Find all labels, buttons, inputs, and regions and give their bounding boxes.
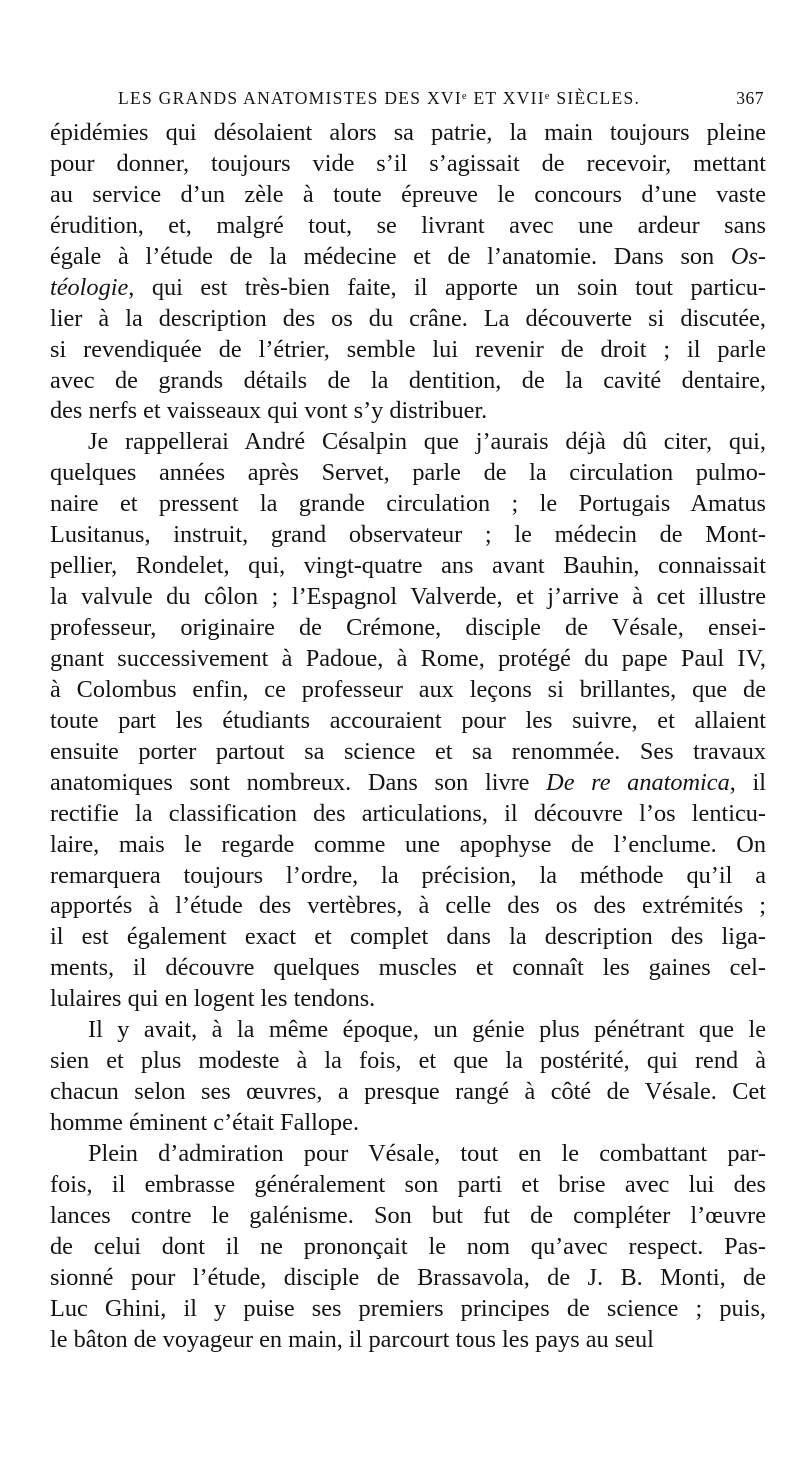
text-line (50, 706, 766, 737)
text-line (50, 891, 766, 922)
text-segment: épidémies qui désolaient alors sa patrie, la main toujours pleine (50, 119, 766, 146)
text-line (50, 489, 766, 520)
text-line (50, 830, 766, 861)
text-segment: Plein d’admiration pour Vésale, tout en le combattant par- (88, 1139, 766, 1167)
text-segment: égale à l’étude de la médecine et de l’anatomie. Dans son (50, 242, 731, 270)
text-line (50, 861, 766, 892)
text-line (50, 1046, 766, 1077)
text-segment: professeur, originaire de Crémone, disciple de Vésale, ensei- (50, 614, 766, 641)
text-segment: quelques années après Servet, parle de la circulation pulmo- (50, 459, 766, 487)
text-segment: si revendiquée de l’étrier, semble lui revenir de droit ; il parle (50, 335, 766, 363)
text-line (50, 396, 766, 427)
text-line (50, 1015, 766, 1046)
text-line (50, 1263, 766, 1294)
text-line (50, 799, 766, 830)
text-segment: , qui est très-bien faite, il apporte un soin tout particu- (128, 273, 766, 301)
text-line (50, 675, 766, 706)
running-title: LES GRANDS ANATOMISTES DES XVIᵉ ET XVIIᵉ SIÈCLES. (118, 88, 641, 108)
text-segment: il est également exact et complet dans la description des liga- (50, 923, 766, 951)
text-line (50, 149, 766, 180)
text-line (50, 768, 766, 799)
text-line (50, 180, 766, 211)
text-segment: de celui dont il ne prononçait le nom qu’avec respect. Pas- (50, 1232, 766, 1260)
text-segment: apportés à l’étude des vertèbres, à celle des os des extrémités ; (50, 892, 766, 920)
text-line (50, 335, 766, 366)
italic-title: téologie (50, 273, 129, 301)
page-number: 367 (736, 88, 764, 108)
italic-title: Os- (730, 242, 766, 270)
text-segment: à Colombus enfin, ce professeur aux leçons si brillantes, que de (50, 675, 766, 703)
text-line (50, 984, 766, 1015)
text-segment: des nerfs et vaisseaux qui vont s’y distribuer. (50, 397, 488, 425)
text-segment: anatomiques sont nombreux. Dans son livre (50, 768, 547, 796)
text-segment: gnant successivement à Padoue, à Rome, protégé du pape Paul IV, (50, 644, 766, 672)
text-line (50, 1170, 766, 1201)
text-line (50, 582, 766, 613)
text-segment: pour donner, toujours vide s’il s’agissait de recevoir, mettant (50, 149, 766, 177)
running-header (118, 85, 764, 111)
text-segment: lulaires qui en logent les tendons. (50, 985, 376, 1013)
text-line (50, 1201, 766, 1232)
text-segment: érudition, et, malgré tout, se livrant avec une ardeur sans (50, 211, 766, 239)
text-line (50, 551, 766, 582)
text-line (50, 1294, 766, 1325)
text-segment: lier à la description des os du crâne. La découverte si discutée, (50, 304, 766, 332)
text-segment: laire, mais le regarde comme une apophyse de l’enclume. On (50, 830, 766, 858)
text-segment: homme éminent c’était Fallope. (50, 1109, 360, 1136)
text-line (50, 1232, 766, 1263)
text-line (50, 644, 766, 675)
text-line (50, 613, 766, 644)
text-segment: toute part les étudiants accouraient pour les suivre, et allaient (50, 706, 766, 734)
italic-title: De re anatomica (546, 768, 730, 796)
text-line (50, 427, 766, 458)
text-segment: sien et plus modeste à la fois, et que la postérité, qui rend à (50, 1047, 766, 1075)
text-line (50, 1325, 766, 1356)
text-segment: pellier, Rondelet, qui, vingt-quatre ans avant Bauhin, connaissait (50, 552, 766, 580)
text-line (50, 304, 766, 335)
text-segment: remarquera toujours l’ordre, la précision, la méthode qu’il a (50, 861, 766, 889)
text-line (50, 242, 766, 273)
text-segment: sionné pour l’étude, disciple de Brassavola, de J. B. Monti, de (50, 1263, 766, 1291)
text-line (50, 922, 766, 953)
text-segment: Luc Ghini, il y puise ses premiers principes de science ; puis, (50, 1294, 766, 1322)
text-segment: ensuite porter partout sa science et sa renommée. Ses travaux (50, 737, 766, 765)
text-segment: lances contre le galénisme. Son but fut de compléter l’œuvre (50, 1201, 766, 1229)
text-line (50, 737, 766, 768)
text-segment: chacun selon ses œuvres, a presque rangé à côté de Vésale. Cet (50, 1078, 766, 1106)
text-segment: fois, il embrasse généralement son parti et brise avec lui des (50, 1170, 766, 1198)
text-line (50, 273, 766, 304)
text-segment: , il (729, 768, 766, 796)
text-line (50, 1139, 766, 1170)
text-line (50, 211, 766, 242)
text-segment: Je rappellerai André Césalpin que j’aurais déjà dû citer, qui, (88, 428, 766, 456)
text-segment: Il y avait, à la même époque, un génie plus pénétrant que le (88, 1016, 766, 1044)
text-segment: Lusitanus, instruit, grand observateur ; le médecin de Mont- (50, 521, 766, 549)
text-line (50, 458, 766, 489)
text-line (50, 520, 766, 551)
body-text (50, 118, 766, 1356)
text-line (50, 1077, 766, 1108)
text-segment: la valvule du côlon ; l’Espagnol Valverde, et j’arrive à cet illustre (50, 583, 766, 611)
text-segment: naire et pressent la grande circulation ; le Portugais Amatus (50, 490, 766, 518)
text-segment: ments, il découvre quelques muscles et connaît les gaines cel- (50, 954, 766, 982)
text-segment: rectifie la classification des articulations, il découvre l’os lenticu- (50, 799, 766, 827)
text-segment: le bâton de voyageur en main, il parcourt tous les pays au seul (50, 1325, 654, 1353)
text-segment: au service d’un zèle à toute épreuve le concours d’une vaste (50, 180, 766, 208)
text-line (50, 366, 766, 397)
text-line (50, 1108, 766, 1139)
text-segment: avec de grands détails de la dentition, de la cavité dentaire, (50, 366, 766, 394)
text-line (50, 118, 766, 149)
text-line (50, 953, 766, 984)
